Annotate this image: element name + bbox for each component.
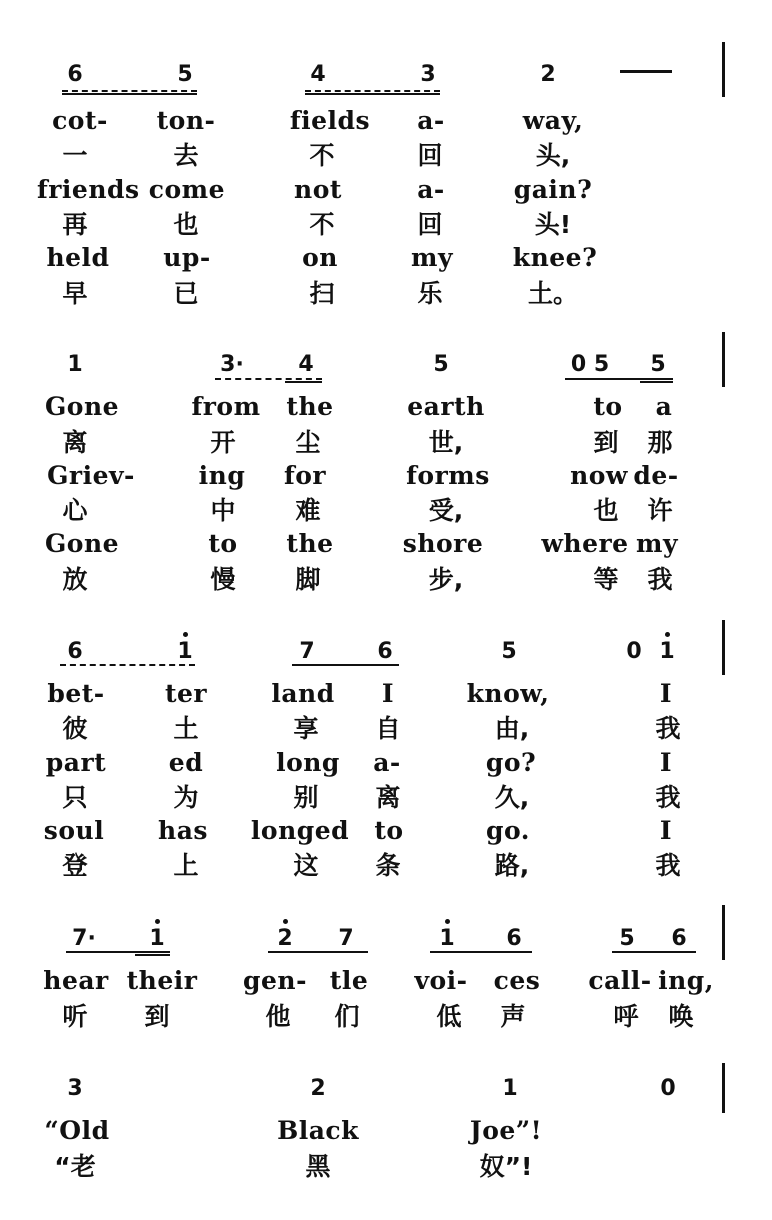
barline: [722, 620, 725, 675]
note: 6: [377, 639, 393, 664]
lyric-word: ing,: [658, 966, 714, 995]
lyric-word: I: [659, 748, 673, 777]
note: 4: [298, 352, 314, 377]
note: 7·: [72, 926, 96, 951]
beam: [135, 954, 170, 956]
chinese-char: 低: [436, 1002, 462, 1031]
lyric-word: voi-: [414, 966, 468, 995]
beam: [565, 378, 673, 380]
dash-note: [620, 70, 672, 73]
lyric-word: now: [570, 461, 628, 490]
note: 6: [671, 926, 687, 951]
lyric-word: on: [302, 243, 338, 272]
note: 2: [310, 1076, 326, 1101]
chinese-char: 头,: [535, 141, 571, 170]
system-3-lyric-3: [0, 816, 772, 856]
lyric-word: shore: [402, 529, 484, 558]
note: 6: [67, 639, 83, 664]
note: 1: [439, 926, 455, 951]
chinese-char: 不: [309, 141, 335, 170]
lyric-word: part: [45, 748, 107, 777]
octave-dot: [445, 919, 450, 924]
lyric-word: way,: [522, 106, 584, 135]
lyric-word: earth: [407, 392, 485, 421]
chinese-char: 步,: [428, 565, 464, 594]
chinese-char: 乐: [417, 279, 443, 308]
lyric-word: long: [276, 748, 340, 777]
chinese-char: 离: [375, 783, 401, 812]
system-1-lyric-1: [0, 106, 772, 146]
system-3-notes: [0, 637, 772, 677]
chinese-char: 不: [309, 210, 335, 239]
chinese-char: 由,: [494, 714, 530, 743]
chinese-char: 头!: [534, 210, 572, 239]
octave-dot: [155, 919, 160, 924]
chinese-char: “老: [54, 1152, 96, 1181]
note: 1: [502, 1076, 518, 1101]
chinese-char: 等: [593, 565, 619, 594]
chinese-char: 声: [500, 1002, 526, 1031]
lyric-word: tle: [329, 966, 369, 995]
chinese-char: 久,: [494, 783, 530, 812]
note: 0 5: [570, 352, 610, 377]
lyric-word: hear: [43, 966, 109, 995]
chinese-char: 世,: [428, 428, 464, 457]
chinese-char: 上: [173, 851, 199, 880]
lyric-word: fields: [289, 106, 371, 135]
note: 5: [650, 352, 666, 377]
chinese-char: 享: [293, 714, 319, 743]
chinese-char: 早: [62, 279, 88, 308]
lyric-word: a-: [417, 175, 445, 204]
chinese-char: 中: [210, 496, 236, 525]
lyric-word: up-: [163, 243, 211, 272]
lyric-word: ter: [164, 679, 208, 708]
chinese-char: 他: [265, 1002, 291, 1031]
lyric-word: soul: [43, 816, 105, 845]
chinese-char: 别: [293, 783, 319, 812]
lyric-word: go.: [486, 816, 530, 845]
system-3-chinese-3: [0, 851, 772, 891]
chinese-char: 彼: [62, 714, 88, 743]
lyric-word: bet-: [47, 679, 105, 708]
chinese-char: 也: [593, 496, 619, 525]
chinese-char: 去: [173, 141, 199, 170]
chinese-char: 开: [210, 428, 236, 457]
lyric-word: to: [208, 529, 238, 558]
system-2-lyric-1: [0, 392, 772, 432]
note: 0: [626, 639, 642, 664]
beam: [215, 378, 322, 380]
chinese-char: 路,: [494, 851, 530, 880]
chinese-char: 土: [173, 714, 199, 743]
system-2-lyric-3: [0, 529, 772, 569]
chinese-char: 为: [173, 783, 199, 812]
note: 6: [506, 926, 522, 951]
chinese-char: 许: [647, 496, 673, 525]
system-1-lyric-2: [0, 175, 772, 215]
chinese-char: 难: [295, 496, 321, 525]
note: 1: [177, 639, 193, 664]
beam: [292, 664, 399, 666]
beam: [612, 951, 696, 953]
barline: [722, 1063, 725, 1113]
chinese-char: 到: [593, 428, 619, 457]
beam: [62, 90, 197, 92]
lyric-word: call-: [588, 966, 652, 995]
note: 3: [67, 1076, 83, 1101]
octave-dot: [665, 632, 670, 637]
chinese-char: 呼: [613, 1002, 639, 1031]
beam: [285, 381, 322, 383]
chinese-char: 土。: [527, 279, 579, 308]
lyric-word: knee?: [512, 243, 598, 272]
system-5-notes: [0, 1074, 772, 1114]
lyric-word: ton-: [156, 106, 216, 135]
note: 1: [149, 926, 165, 951]
chinese-char: 那: [647, 428, 673, 457]
chinese-char: 扫: [309, 279, 335, 308]
lyric-word: a: [655, 392, 673, 421]
barline: [722, 905, 725, 960]
chinese-char: 脚: [295, 565, 321, 594]
note: 5: [501, 639, 517, 664]
chinese-char: 再: [62, 210, 88, 239]
lyric-word: ed: [168, 748, 204, 777]
lyric-word: Gone: [44, 392, 120, 421]
beam: [305, 90, 440, 92]
chinese-char: 唤: [668, 1002, 694, 1031]
lyric-word: Joe”!: [469, 1116, 543, 1145]
lyric-word: held: [46, 243, 110, 272]
beam: [66, 951, 170, 953]
lyric-word: land: [271, 679, 335, 708]
lyric-word: I: [659, 679, 673, 708]
chinese-char: 回: [417, 210, 443, 239]
system-1-chinese-3: [0, 279, 772, 319]
lyric-word: the: [286, 392, 334, 421]
chinese-char: 已: [173, 279, 199, 308]
lyric-word: their: [126, 966, 198, 995]
beam: [430, 951, 532, 953]
lyric-word: I: [659, 816, 673, 845]
lyric-word: gain?: [513, 175, 593, 204]
note: 5: [619, 926, 635, 951]
chinese-char: 黑: [305, 1152, 331, 1181]
beam: [268, 951, 368, 953]
barline: [722, 42, 725, 97]
chinese-char: 我: [655, 714, 681, 743]
chinese-char: 到: [144, 1002, 170, 1031]
lyric-word: de-: [633, 461, 679, 490]
lyric-word: know,: [466, 679, 550, 708]
barline: [722, 332, 725, 387]
note: 6: [67, 62, 83, 87]
system-1-lyric-3: [0, 243, 772, 283]
note: 0: [660, 1076, 676, 1101]
system-3-lyric-2: [0, 748, 772, 788]
lyric-word: ces: [493, 966, 541, 995]
chinese-char: 我: [655, 783, 681, 812]
beam: [305, 93, 440, 95]
chinese-char: 心: [62, 496, 88, 525]
lyric-word: longed: [250, 816, 350, 845]
chinese-char: 我: [655, 851, 681, 880]
chinese-char: 们: [334, 1002, 360, 1031]
lyric-word: the: [286, 529, 334, 558]
chinese-char: 这: [293, 851, 319, 880]
chinese-char: 一: [62, 141, 88, 170]
note: 2: [277, 926, 293, 951]
chinese-char: 离: [62, 428, 88, 457]
note: 4: [310, 62, 326, 87]
chinese-char: 尘: [295, 428, 321, 457]
system-3-lyric-1: [0, 679, 772, 719]
chinese-char: 奴”!: [479, 1152, 533, 1181]
system-4-notes: [0, 924, 772, 964]
chinese-char: 登: [62, 851, 88, 880]
lyric-word: to: [374, 816, 404, 845]
note: 1: [659, 639, 675, 664]
lyric-word: where: [541, 529, 629, 558]
beam: [640, 381, 673, 383]
note: 2: [540, 62, 556, 87]
chinese-char: 也: [173, 210, 199, 239]
note: 5: [177, 62, 193, 87]
chinese-char: 我: [647, 565, 673, 594]
note: 3·: [220, 352, 244, 377]
lyric-word: Gone: [44, 529, 120, 558]
note: 7: [338, 926, 354, 951]
lyric-word: my: [411, 243, 453, 272]
lyric-word: gen-: [243, 966, 307, 995]
system-4-lyric-1: [0, 966, 772, 1006]
note: 3: [420, 62, 436, 87]
octave-dot: [283, 919, 288, 924]
lyric-word: I: [381, 679, 395, 708]
lyric-word: Griev-: [47, 461, 135, 490]
lyric-word: cot-: [52, 106, 108, 135]
lyric-word: friends come: [36, 175, 226, 204]
chinese-char: 自: [375, 714, 401, 743]
chinese-char: 放: [62, 565, 88, 594]
chinese-char: 条: [375, 851, 401, 880]
lyric-word: a-: [417, 106, 445, 135]
note: 5: [433, 352, 449, 377]
system-5-lyric-1: [0, 1116, 772, 1156]
lyric-word: “Old: [44, 1116, 110, 1145]
lyric-word: forms: [406, 461, 490, 490]
lyric-word: for: [283, 461, 327, 490]
lyric-word: not: [294, 175, 342, 204]
lyric-word: a-: [373, 748, 401, 777]
lyric-word: Black: [277, 1116, 359, 1145]
lyric-word: my: [636, 529, 678, 558]
lyric-word: to: [593, 392, 623, 421]
lyric-word: go?: [485, 748, 537, 777]
system-2-notes: [0, 350, 772, 390]
system-4-chinese-1: [0, 1002, 772, 1042]
chinese-char: 慢: [210, 565, 236, 594]
lyric-word: from: [191, 392, 261, 421]
note: 1: [67, 352, 83, 377]
beam: [60, 664, 195, 666]
system-2-lyric-2: [0, 461, 772, 501]
chinese-char: 受,: [428, 496, 464, 525]
lyric-word: has: [158, 816, 208, 845]
system-2-chinese-3: [0, 565, 772, 605]
note: 7: [299, 639, 315, 664]
chinese-char: 只: [62, 783, 88, 812]
lyric-word: ing: [198, 461, 246, 490]
beam: [62, 93, 197, 95]
chinese-char: 听: [62, 1002, 88, 1031]
chinese-char: 回: [417, 141, 443, 170]
system-5-chinese-1: [0, 1152, 772, 1192]
octave-dot: [183, 632, 188, 637]
